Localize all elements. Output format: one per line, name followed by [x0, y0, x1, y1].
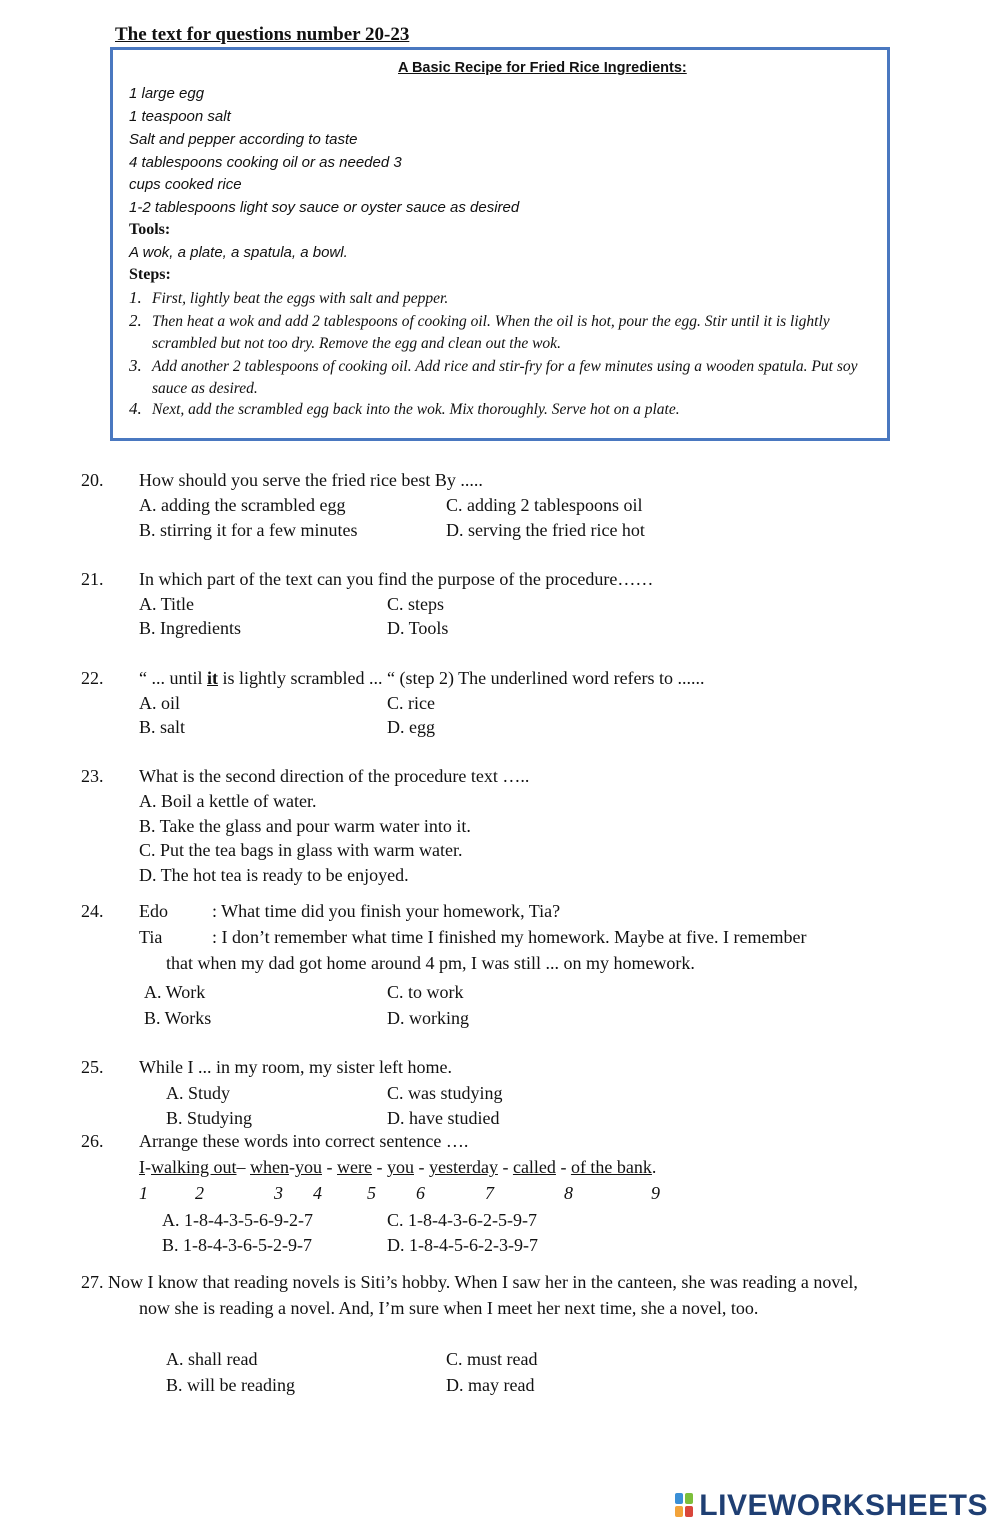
option-a[interactable]: A. Boil a kettle of water. [139, 791, 317, 811]
separator: - [322, 1157, 337, 1177]
option-b[interactable]: B. 1-8-4-3-6-5-2-9-7 [162, 1235, 312, 1255]
option-c[interactable]: C. to work [387, 982, 464, 1002]
option-a[interactable]: A. Title [139, 594, 195, 614]
step-text: Next, add the scrambled egg back into the wok. Mix thoroughly. Serve hot on a plate. [152, 401, 680, 418]
tools-label: Tools: [129, 221, 171, 238]
option-c[interactable]: C. was studying [387, 1083, 503, 1103]
heading: The text for questions number 20-23 [115, 24, 410, 45]
underlined-word: it [207, 668, 218, 688]
question-text: 27. Now I know that reading novels is Siti’s hobby. When I saw her in the canteen, she was reading a novel, [81, 1272, 858, 1292]
liveworksheets-logo[interactable] [675, 1489, 988, 1523]
question-text: Arrange these words into correct sentence …. [139, 1131, 469, 1151]
separator: . [651, 1157, 657, 1177]
steps-label: Steps: [129, 266, 171, 283]
option-d[interactable]: D. working [387, 1008, 469, 1028]
option-b[interactable]: B. Take the glass and pour warm water into it. [139, 816, 471, 836]
option-d[interactable]: D. have studied [387, 1108, 500, 1128]
question-text: What is the second direction of the procedure text ….. [139, 766, 530, 786]
step-text: First, lightly beat the eggs with salt and pepper. [152, 290, 449, 307]
word-number: 2 [195, 1183, 204, 1203]
ingredient-line: 1-2 tablespoons light soy sauce or oyster sauce as desired [129, 199, 520, 216]
tools-text: A wok, a plate, a spatula, a bowl. [129, 244, 348, 261]
word: of the bank [570, 1157, 652, 1177]
option-c[interactable]: C. adding 2 tablespoons oil [446, 495, 643, 515]
question-number: 23. [81, 766, 104, 786]
option-d[interactable]: D. egg [387, 717, 435, 737]
dialogue-line: : What time did you finish your homework, Tia? [212, 901, 561, 921]
step-number: 1. [129, 288, 142, 307]
question-text-pre: “ ... until [139, 668, 207, 688]
word-number: 3 [274, 1183, 283, 1203]
logo-text: LIVEWORKSHEETS [699, 1489, 988, 1522]
recipe-title: A Basic Recipe for Fried Rice Ingredients: [398, 60, 687, 76]
separator: – [236, 1157, 250, 1177]
option-d[interactable]: D. may read [446, 1375, 535, 1395]
word: yesterday [428, 1157, 498, 1177]
question-text [139, 666, 705, 690]
option-c[interactable]: C. Put the tea bags in glass with warm water. [139, 840, 463, 860]
word-number: 8 [564, 1183, 573, 1203]
separator: - [497, 1157, 513, 1177]
option-a[interactable]: A. adding the scrambled egg [139, 495, 346, 515]
word-number: 5 [367, 1183, 376, 1203]
option-a[interactable]: A. oil [139, 693, 181, 713]
word-number: 4 [313, 1183, 322, 1203]
question-number: 22. [81, 668, 104, 688]
option-c[interactable]: C. must read [446, 1349, 538, 1369]
separator: - [371, 1157, 387, 1177]
question-text-continued: now she is reading a novel. And, I’m sure when I meet her next time, she a novel, too. [139, 1298, 759, 1318]
speaker-name: Edo [139, 901, 168, 921]
option-b[interactable]: B. Works [144, 1008, 212, 1028]
word: when [250, 1157, 289, 1177]
question-number: 24. [81, 901, 104, 921]
option-d[interactable]: D. serving the fried rice hot [446, 520, 645, 540]
option-b[interactable]: B. stirring it for a few minutes [139, 520, 358, 540]
option-a[interactable]: A. Work [144, 982, 206, 1002]
dialogue-line: that when my dad got home around 4 pm, I was still ... on my homework. [166, 953, 695, 973]
speaker-name: Tia [139, 927, 163, 947]
option-b[interactable]: B. will be reading [166, 1375, 295, 1395]
question-number: 21. [81, 569, 104, 589]
word-sequence [139, 1155, 656, 1179]
word-number: 1 [139, 1183, 148, 1203]
ingredient-line: 1 large egg [129, 85, 205, 102]
option-b[interactable]: B. salt [139, 717, 186, 737]
question-number: 20. [81, 470, 104, 490]
word: walking out [151, 1157, 237, 1177]
question-text: In which part of the text can you find the purpose of the procedure…… [139, 569, 654, 589]
option-c[interactable]: C. rice [387, 693, 435, 713]
dialogue-line: : I don’t remember what time I finished my homework. Maybe at five. I remember [212, 927, 807, 947]
word: were [337, 1157, 372, 1177]
ingredient-line: cups cooked rice [129, 176, 242, 193]
step-number: 3. [129, 356, 142, 375]
separator: - [555, 1157, 571, 1177]
word: called [512, 1157, 556, 1177]
option-b[interactable]: B. Ingredients [139, 618, 241, 638]
separator: - [289, 1157, 295, 1177]
word-number: 7 [485, 1183, 494, 1203]
separator: - [145, 1157, 151, 1177]
step-text: Add another 2 tablespoons of cooking oil. Add rice and stir-fry for a few minutes using a wooden spatula. Put soy sauce as desired. [152, 358, 858, 397]
option-b[interactable]: B. Studying [166, 1108, 253, 1128]
option-d[interactable]: D. 1-8-4-5-6-2-3-9-7 [387, 1235, 538, 1255]
step-number: 2. [129, 311, 142, 330]
option-c[interactable]: C. steps [387, 594, 445, 614]
option-c[interactable]: C. 1-8-4-3-6-2-5-9-7 [387, 1210, 537, 1230]
word-number: 9 [651, 1183, 660, 1203]
word: you [295, 1157, 322, 1177]
question-number: 26. [81, 1131, 104, 1151]
option-a[interactable]: A. 1-8-4-3-5-6-9-2-7 [162, 1210, 313, 1230]
logo-mark-icon [675, 1493, 695, 1519]
question-text: While I ... in my room, my sister left home. [139, 1057, 452, 1077]
word-number: 6 [416, 1183, 425, 1203]
word: you [386, 1157, 414, 1177]
question-text-post: is lightly scrambled ... “ (step 2) The underlined word refers to ...... [218, 668, 705, 688]
option-d[interactable]: D. The hot tea is ready to be enjoyed. [139, 865, 409, 885]
option-d[interactable]: D. Tools [387, 618, 449, 638]
ingredient-line: 4 tablespoons cooking oil or as needed 3 [129, 154, 402, 171]
ingredient-line: Salt and pepper according to taste [129, 131, 358, 148]
ingredient-line: 1 teaspoon salt [129, 108, 231, 125]
option-a[interactable]: A. shall read [166, 1349, 258, 1369]
separator: - [413, 1157, 429, 1177]
question-text: How should you serve the fried rice best By ..... [139, 470, 483, 490]
option-a[interactable]: A. Study [166, 1083, 231, 1103]
step-text: Then heat a wok and add 2 tablespoons of cooking oil. When the oil is hot, pour the egg. Stir until it is lightly scrambled but not too dry. Remove the egg and clean out the wok. [152, 313, 830, 352]
question-number: 25. [81, 1057, 104, 1077]
word: I [139, 1157, 145, 1177]
step-number: 4. [129, 399, 142, 418]
